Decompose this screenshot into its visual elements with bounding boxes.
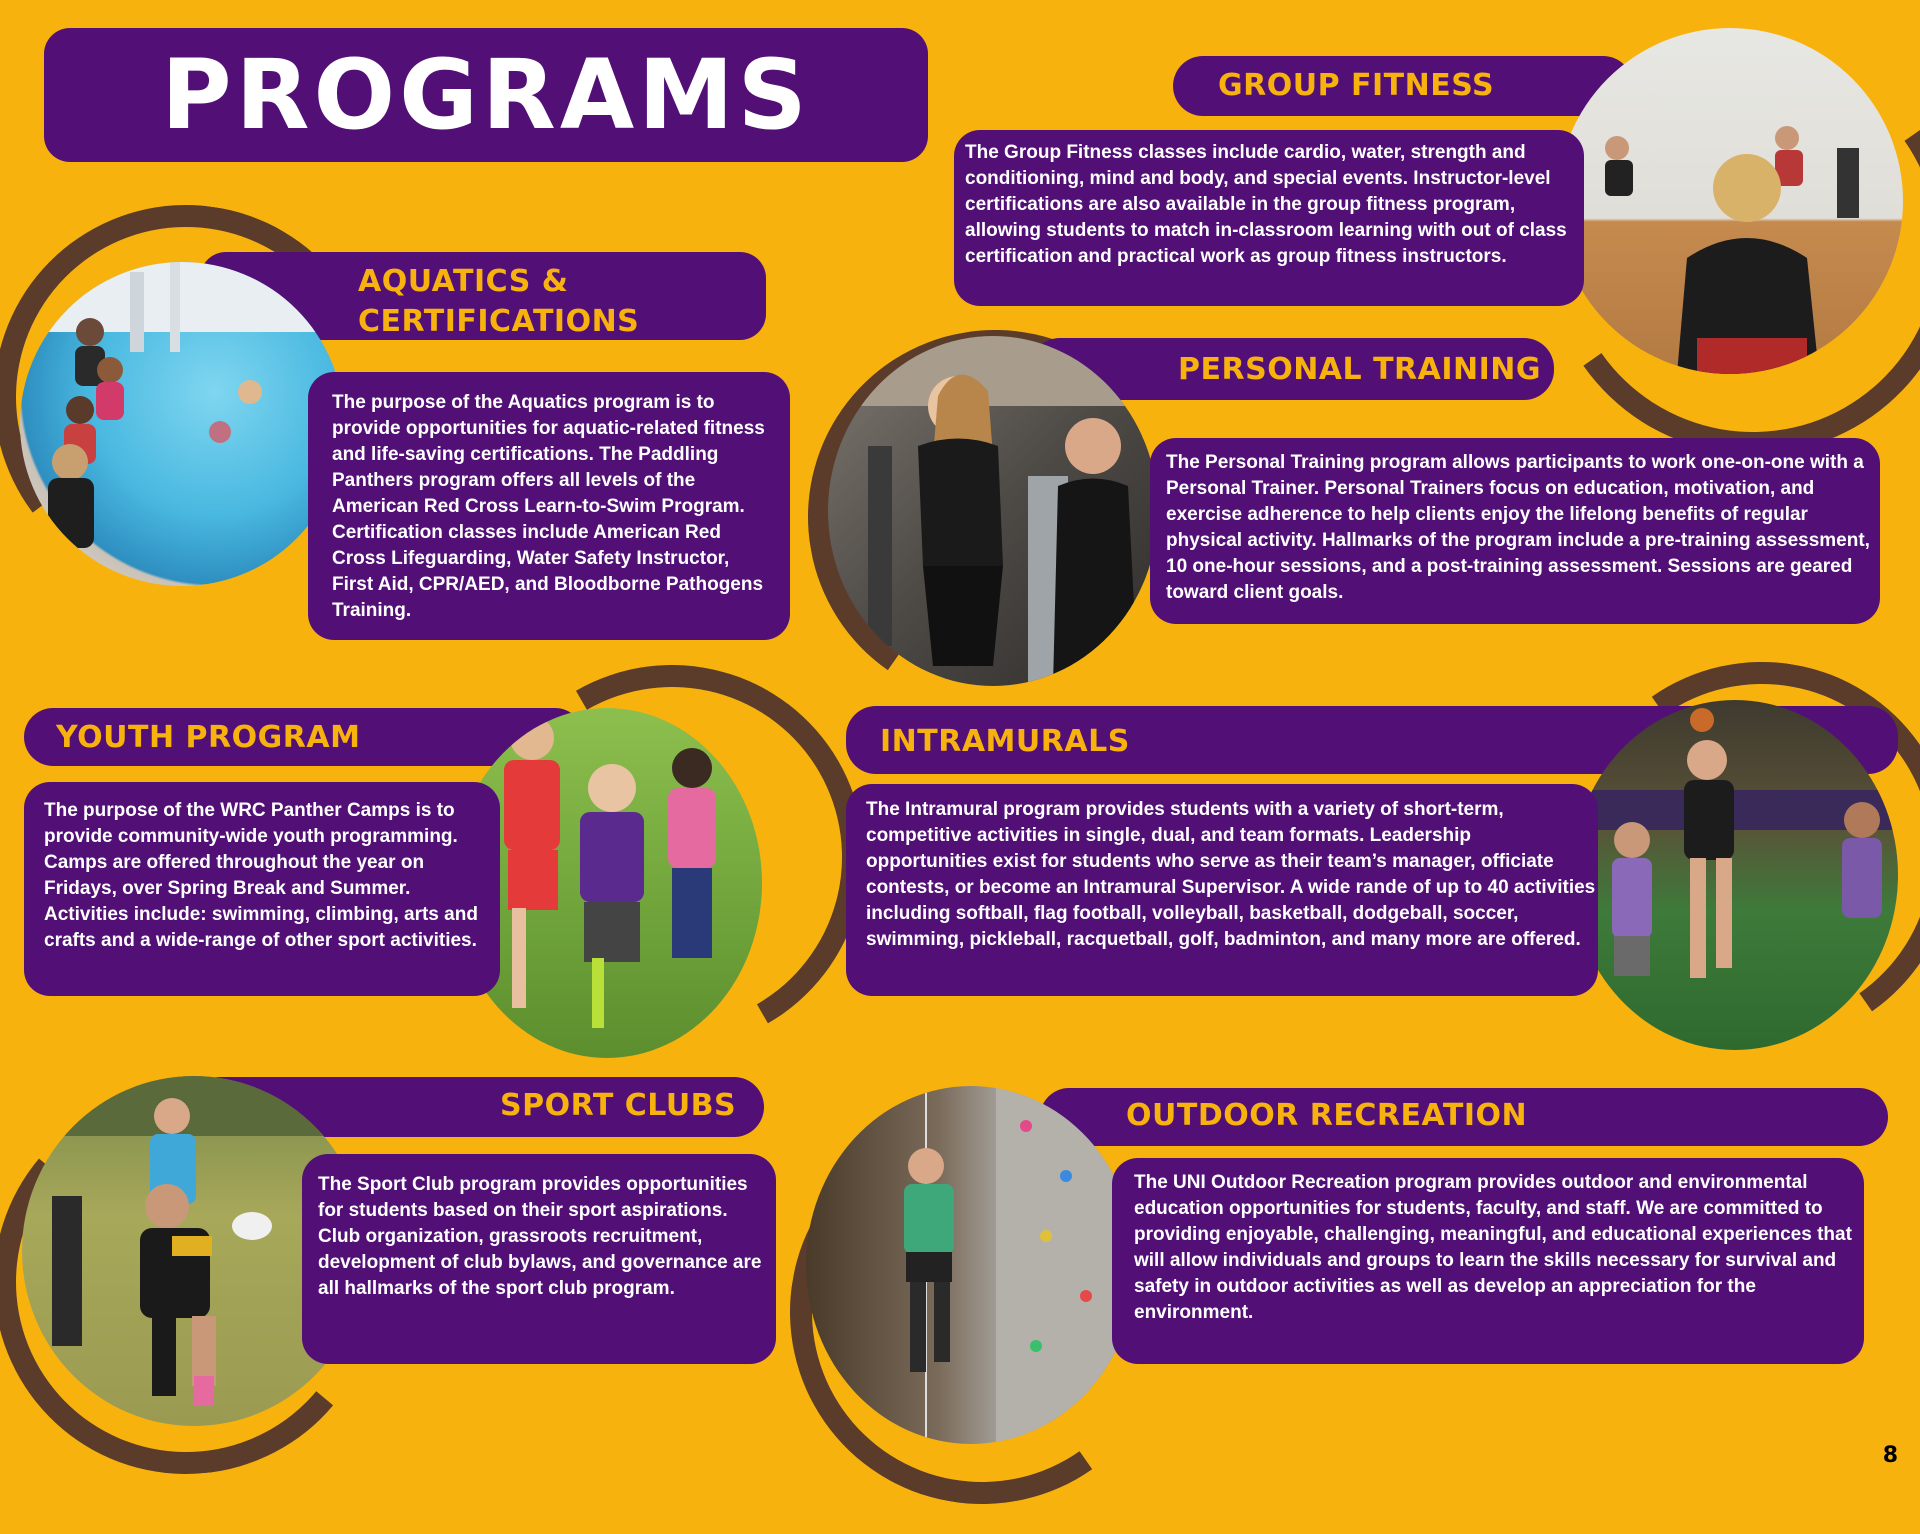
intramurals-heading: INTRAMURALS [880,724,1130,759]
page-number: 8 [1882,1443,1898,1468]
aquatics-heading: AQUATICS & CERTIFICATIONS [358,264,640,339]
youth-heading: YOUTH PROGRAM [56,720,361,755]
aquatics-photo [20,262,344,586]
sport-clubs-body-text: The Sport Club program provides opportunities for students based on their sport aspirations. Club organization, grassroots recruitment, development of club bylaws, and governance are all hallmarks of the sport club program. [318,1174,762,1299]
page-title: PROGRAMS [161,39,811,151]
personal-training-body-text: The Personal Training program allows participants to work one-on-one with a Personal Trainer. Personal Trainers focus on education, motivation, and exercise adherence to help clients enjoy the lifelong benefits of regular physical activity. Hallmarks of the program include a pre-training assessment, 10 one-hour sessions, and a post-training assessment. Sessions are geared toward client goals. [1166,452,1870,603]
personal-training-photo [828,336,1158,686]
personal-training-heading: PERSONAL TRAINING [1178,352,1542,387]
group-fitness-heading: GROUP FITNESS [1218,68,1495,103]
intramurals-body-text: The Intramural program provides students with a variety of short-term, competitive activities in single, dual, and team formats. Leadership opportunities exist for students who serve as their team’s manager, officiate contests, or become an Intramural Supervisor. A wide rande of up to 40 activities including softball, flag football, volleyball, basketball, dodgeball, soccer, swimming, pickleball, racquetball, golf, badminton, and many more are offered. [866,799,1596,950]
outdoor-heading: OUTDOOR RECREATION [1126,1098,1528,1133]
page-title-banner [44,28,928,162]
intramurals-photo [1572,700,1898,1050]
outdoor-body-text: The UNI Outdoor Recreation program provides outdoor and environmental education opportunities for students, faculty, and staff. We are committed to providing enjoyable, challenging, meaningful, and educational experiences that will allow individuals and groups to learn the skills necessary for survival and safety in outdoor activities as well as develop an appreciation for the environment. [1134,1172,1852,1323]
aquatics-body-text: The purpose of the Aquatics program is to provide opportunities for aquatic-related fitness and life-saving certifications. The Paddling Panthers program offers all levels of the American Red Cross Learn-to-Swim Program. Certification classes include American Red Cross Lifeguarding, Water Safety Instructor, First Aid, CPR/AED, and Bloodborne Pathogens Training. [332,392,765,621]
group-fitness-body-text: The Group Fitness classes include cardio, water, strength and conditioning, mind and body, and special events. Instructor-level certifications are also available in the group fitness program, allowing students to match in-classroom learning with out of class certification and practical work as group fitness instructors. [965,142,1567,267]
group-fitness-photo [1557,28,1903,374]
sport-clubs-heading: SPORT CLUBS [500,1088,737,1123]
youth-body-text: The purpose of the WRC Panther Camps is to provide community-wide youth programming. Camps are offered throughout the year on Fridays, over Spring Break and Summer. Activities include: swimming, climbing, arts and crafts and a wide-range of other sport activities. [44,800,478,951]
outdoor-photo [806,1086,1136,1444]
